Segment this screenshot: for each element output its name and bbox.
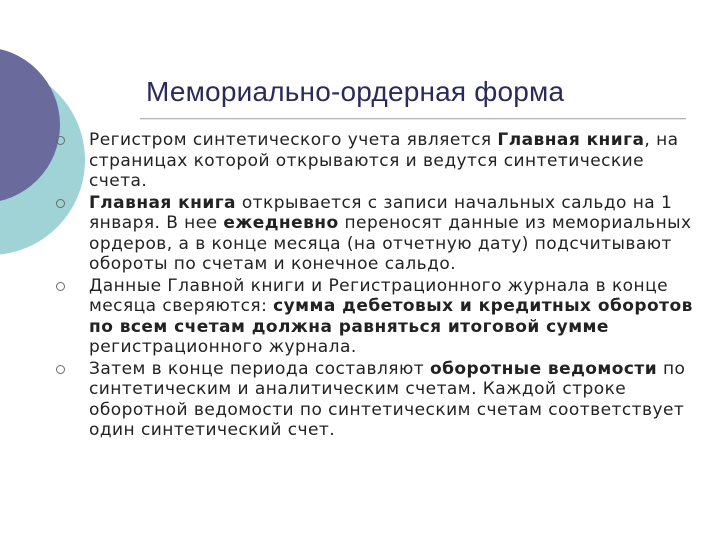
title-divider-shadow: [140, 119, 686, 120]
bullet-item: Главная книга открывается с записи начальных сальдо на 1 января. В нее ежедневно переносят данные из мемориальных ордеров, а в конце месяца (на отчетную дату) подсчитывают обороты по счетам и конечное сальдо.: [56, 193, 696, 275]
bullet-marker-icon: [56, 282, 65, 291]
bullet-marker-icon: [56, 136, 65, 145]
bullet-list: [56, 130, 696, 442]
bullet-item: Регистром синтетического учета является Главная книга, на страницах которой открываются и ведутся синтетические счета.: [56, 130, 696, 192]
bullet-marker-icon: [56, 365, 65, 374]
slide-title: Мемориально-ордерная форма: [146, 76, 565, 107]
bullet-item: Затем в конце периода составляют оборотные ведомости по синтетическим и аналитическим счетам. Каждой строке оборотной ведомости по синтетическим счетам соответствует один синтетический счет.: [56, 359, 696, 441]
bullet-marker-icon: [56, 199, 65, 208]
bullet-item: Данные Главной книги и Регистрационного журнала в конце месяца сверяются: сумма дебетовых и кредитных оборотов по всем счетам должна равняться итоговой сумме регистрационного журнала.: [56, 276, 696, 358]
